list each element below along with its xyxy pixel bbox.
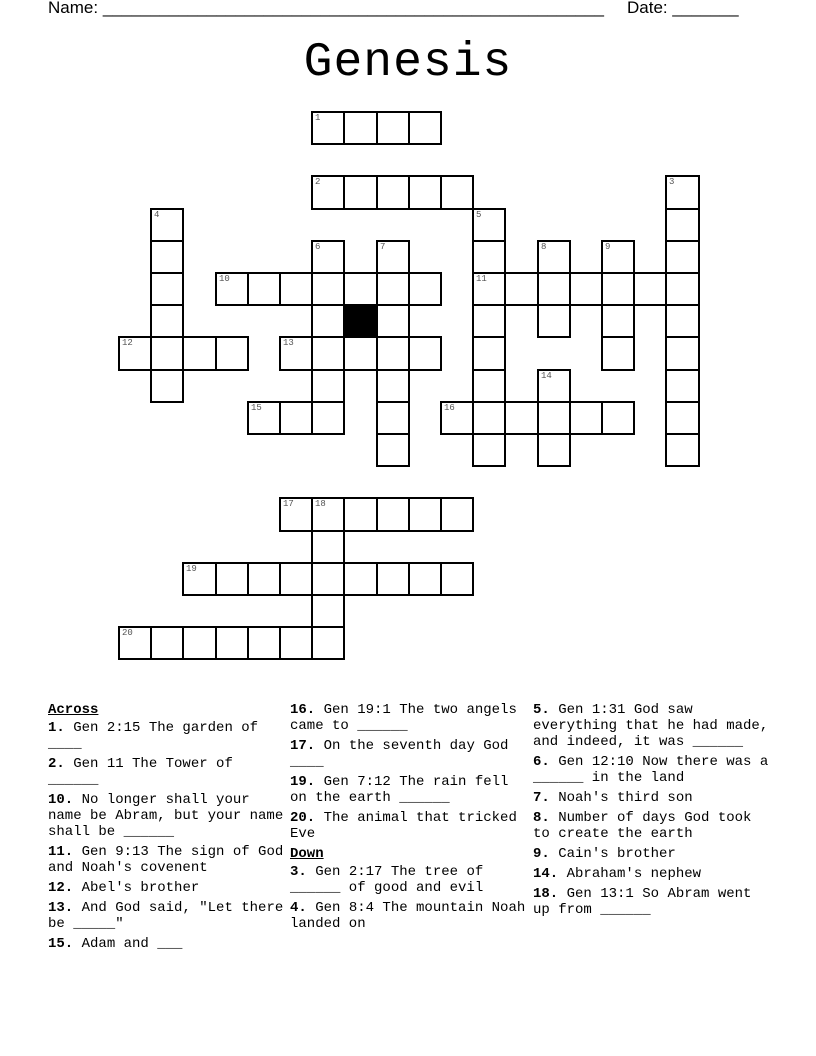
clue-text: Cain's brother (558, 846, 676, 862)
crossword-cell[interactable] (376, 497, 410, 532)
clue-number: 11. (48, 844, 74, 860)
crossword-cell[interactable] (279, 336, 313, 371)
cell-number: 6 (315, 242, 321, 252)
clue-text: The animal that tricked Eve (290, 810, 517, 842)
clue-number: 9. (533, 846, 550, 862)
across-clue-list (48, 720, 286, 952)
crossword-cell[interactable] (472, 336, 506, 371)
clue-item (290, 900, 528, 932)
crossword-cell[interactable] (504, 272, 539, 306)
name-line[interactable]: _____________________________________________________ (102, 0, 604, 17)
clue-item (290, 702, 528, 734)
clue-text: Abel's brother (81, 880, 200, 896)
crossword-cell[interactable] (343, 562, 378, 596)
cell-number: 10 (219, 274, 230, 284)
crossword-cell[interactable] (537, 433, 571, 467)
clue-text: Gen 9:13 The sign of God and Noah's covenent (48, 844, 284, 876)
clue-item (290, 774, 528, 806)
cell-number: 2 (315, 177, 321, 187)
down-clue-list-continued (533, 702, 773, 918)
clue-text: Gen 8:4 The mountain Noah landed on (290, 900, 526, 932)
cell-number: 18 (315, 499, 326, 509)
crossword-cell[interactable] (472, 304, 506, 338)
crossword-cell[interactable] (472, 272, 506, 306)
clue-item (48, 720, 286, 752)
crossword-cell[interactable] (311, 562, 345, 596)
clue-text: Abraham's nephew (566, 866, 702, 882)
cell-number: 5 (476, 210, 482, 220)
clue-number: 15. (48, 936, 74, 952)
across-clue-list-continued (290, 702, 528, 842)
crossword-cell[interactable] (150, 304, 184, 338)
crossword-cell[interactable] (118, 336, 152, 371)
clue-item (533, 846, 773, 862)
cell-number: 19 (186, 564, 197, 574)
clues-column-1 (48, 702, 286, 956)
crossword-cell[interactable] (215, 272, 249, 306)
clue-item (533, 810, 773, 842)
clue-number: 18. (533, 886, 559, 902)
crossword-cell[interactable] (665, 433, 700, 467)
clue-number: 1. (48, 720, 65, 736)
crossword-cell[interactable] (311, 240, 345, 274)
crossword-cell[interactable] (440, 562, 474, 596)
clue-item (533, 754, 773, 786)
clue-number: 6. (533, 754, 550, 770)
crossword-cell[interactable] (279, 626, 313, 660)
crossword-cell[interactable] (343, 497, 378, 532)
crossword-cell[interactable] (182, 336, 217, 371)
crossword-cell[interactable] (343, 336, 378, 371)
crossword-cell[interactable] (247, 562, 281, 596)
crossword-cell[interactable] (247, 626, 281, 660)
clue-number: 7. (533, 790, 550, 806)
crossword-cell[interactable] (408, 175, 442, 210)
clue-number: 4. (290, 900, 307, 916)
clues-column-3 (533, 702, 773, 922)
clue-item (48, 936, 286, 952)
clue-number: 5. (533, 702, 550, 718)
across-heading: Across (48, 702, 99, 718)
clue-text: No longer shall your name be Abram, but your name shall be ______ (48, 792, 284, 840)
clues-column-2 (290, 702, 528, 936)
clue-text: Gen 12:10 Now there was a ______ in the land (533, 754, 769, 786)
crossword-cell[interactable] (215, 336, 249, 371)
cell-number: 3 (669, 177, 675, 187)
page-title: Genesis (303, 36, 513, 90)
clue-item (48, 844, 286, 876)
cell-number: 17 (283, 499, 294, 509)
crossword-cell[interactable] (311, 304, 345, 338)
date-label: Date: (627, 0, 668, 17)
clue-text: Gen 2:17 The tree of ______ of good and evil (290, 864, 484, 896)
down-clue-list (290, 864, 528, 932)
crossword-cell[interactable] (215, 562, 249, 596)
crossword-cell[interactable] (247, 272, 281, 306)
crossword-cell[interactable] (537, 240, 571, 274)
clue-number: 19. (290, 774, 316, 790)
crossword-cell[interactable] (440, 175, 474, 210)
crossword-cell[interactable] (569, 401, 603, 435)
crossword-cell[interactable] (408, 111, 442, 145)
cell-number: 20 (122, 628, 133, 638)
clue-text: Gen 1:31 God saw everything that he had made, and indeed, it was ______ (533, 702, 769, 750)
cell-number: 12 (122, 338, 133, 348)
crossword-cell[interactable] (150, 240, 184, 274)
clue-text: Gen 11 The Tower of ______ (48, 756, 233, 788)
crossword-cell[interactable] (665, 240, 700, 274)
crossword-cell[interactable] (311, 175, 345, 210)
clue-item (290, 810, 528, 842)
clue-item (48, 792, 286, 840)
crossword-cell[interactable] (665, 175, 700, 210)
clue-item (533, 886, 773, 918)
crossword-cell[interactable] (440, 401, 474, 435)
clue-text: On the seventh day God ____ (290, 738, 509, 770)
crossword-cell[interactable] (311, 497, 345, 532)
crossword-cell[interactable] (279, 497, 313, 532)
crossword-cell[interactable] (665, 272, 700, 306)
crossword-cell[interactable] (279, 401, 313, 435)
cell-number: 4 (154, 210, 160, 220)
clue-text: And God said, "Let there be _____" (48, 900, 284, 932)
clue-number: 14. (533, 866, 559, 882)
clue-item (48, 880, 286, 896)
crossword-cell[interactable] (408, 562, 442, 596)
crossword-cell[interactable] (408, 272, 442, 306)
crossword-cell[interactable] (150, 208, 184, 242)
cell-number: 14 (541, 371, 552, 381)
crossword-cell[interactable] (311, 336, 345, 371)
crossword-cell[interactable] (182, 562, 217, 596)
crossword-cell[interactable] (633, 272, 667, 306)
crossword-cell[interactable] (343, 175, 378, 210)
cell-number: 1 (315, 113, 321, 123)
crossword-cell[interactable] (376, 175, 410, 210)
crossword-cell[interactable] (343, 111, 378, 145)
crossword-cell[interactable] (311, 530, 345, 564)
crossword-cell[interactable] (601, 272, 635, 306)
crossword-cell[interactable] (311, 111, 345, 145)
clue-number: 17. (290, 738, 316, 754)
crossword-cell[interactable] (601, 304, 635, 338)
crossword-cell[interactable] (150, 336, 184, 371)
crossword-cell[interactable] (343, 272, 378, 306)
crossword-cell[interactable] (311, 594, 345, 628)
crossword-cell[interactable] (247, 401, 281, 435)
crossword-cell[interactable] (150, 369, 184, 403)
clue-number: 20. (290, 810, 316, 826)
crossword-cell[interactable] (215, 626, 249, 660)
clue-item (48, 756, 286, 788)
crossword-cell[interactable] (376, 336, 410, 371)
crossword-cell[interactable] (311, 272, 345, 306)
clue-text: Adam and ___ (81, 936, 183, 952)
crossword-cell[interactable] (408, 336, 442, 371)
clue-item (533, 702, 773, 750)
clue-text: Gen 13:1 So Abram went up from ______ (533, 886, 752, 918)
crossword-cell[interactable] (311, 626, 345, 660)
crossword-cell[interactable] (182, 626, 217, 660)
crossword-cell[interactable] (504, 401, 539, 435)
clue-text: Number of days God took to create the earth (533, 810, 752, 842)
name-label: Name: (48, 0, 99, 17)
crossword-cell[interactable] (472, 433, 506, 467)
crossword-cell[interactable] (601, 336, 635, 371)
clue-item (533, 866, 773, 882)
cell-number: 7 (380, 242, 386, 252)
crossword-cell[interactable] (118, 626, 152, 660)
clue-item (48, 900, 286, 932)
crossword-cell[interactable] (311, 369, 345, 403)
crossword-cell[interactable] (279, 562, 313, 596)
crossword-cell[interactable] (601, 401, 635, 435)
cell-number: 16 (444, 403, 455, 413)
crossword-cell[interactable] (376, 272, 410, 306)
crossword-cell[interactable] (537, 304, 571, 338)
crossword-cell[interactable] (376, 369, 410, 403)
clue-text: Gen 19:1 The two angels came to ______ (290, 702, 517, 734)
crossword-cell[interactable] (408, 497, 442, 532)
cell-number: 9 (605, 242, 611, 252)
cell-number: 8 (541, 242, 547, 252)
clue-text: Gen 7:12 The rain fell on the earth ______ (290, 774, 509, 806)
crossword-cell[interactable] (665, 208, 700, 242)
crossword-cell[interactable] (665, 336, 700, 371)
crossword-cell[interactable] (440, 497, 474, 532)
crossword-cell[interactable] (537, 272, 571, 306)
crossword-cell[interactable] (376, 304, 410, 338)
crossword-cell[interactable] (472, 369, 506, 403)
black-square (343, 304, 378, 338)
crossword-cell[interactable] (537, 369, 571, 403)
crossword-cell[interactable] (472, 401, 506, 435)
cell-number: 15 (251, 403, 262, 413)
crossword-cell[interactable] (279, 272, 313, 306)
clue-number: 10. (48, 792, 74, 808)
crossword-cell[interactable] (665, 304, 700, 338)
clue-number: 2. (48, 756, 65, 772)
clue-item (290, 864, 528, 896)
crossword-cell[interactable] (601, 240, 635, 274)
crossword-cell[interactable] (472, 240, 506, 274)
crossword-cell[interactable] (376, 433, 410, 467)
crossword-cell[interactable] (569, 272, 603, 306)
crossword-cell[interactable] (376, 562, 410, 596)
date-line[interactable]: _______ (672, 0, 739, 17)
clue-number: 3. (290, 864, 307, 880)
crossword-cell[interactable] (150, 272, 184, 306)
clue-text: Gen 2:15 The garden of ____ (48, 720, 259, 752)
clue-item (290, 738, 528, 770)
crossword-cell[interactable] (537, 401, 571, 435)
crossword-cell[interactable] (472, 208, 506, 242)
clue-item (533, 790, 773, 806)
crossword-cell[interactable] (665, 401, 700, 435)
cell-number: 13 (283, 338, 294, 348)
clue-number: 8. (533, 810, 550, 826)
clue-number: 16. (290, 702, 316, 718)
crossword-cell[interactable] (376, 240, 410, 274)
crossword-cell[interactable] (150, 626, 184, 660)
crossword-cell[interactable] (665, 369, 700, 403)
clue-text: Noah's third son (558, 790, 693, 806)
crossword-cell[interactable] (376, 111, 410, 145)
crossword-cell[interactable] (376, 401, 410, 435)
clue-number: 13. (48, 900, 74, 916)
crossword-cell[interactable] (311, 401, 345, 435)
clue-number: 12. (48, 880, 74, 896)
cell-number: 11 (476, 274, 487, 284)
down-heading: Down (290, 846, 324, 862)
